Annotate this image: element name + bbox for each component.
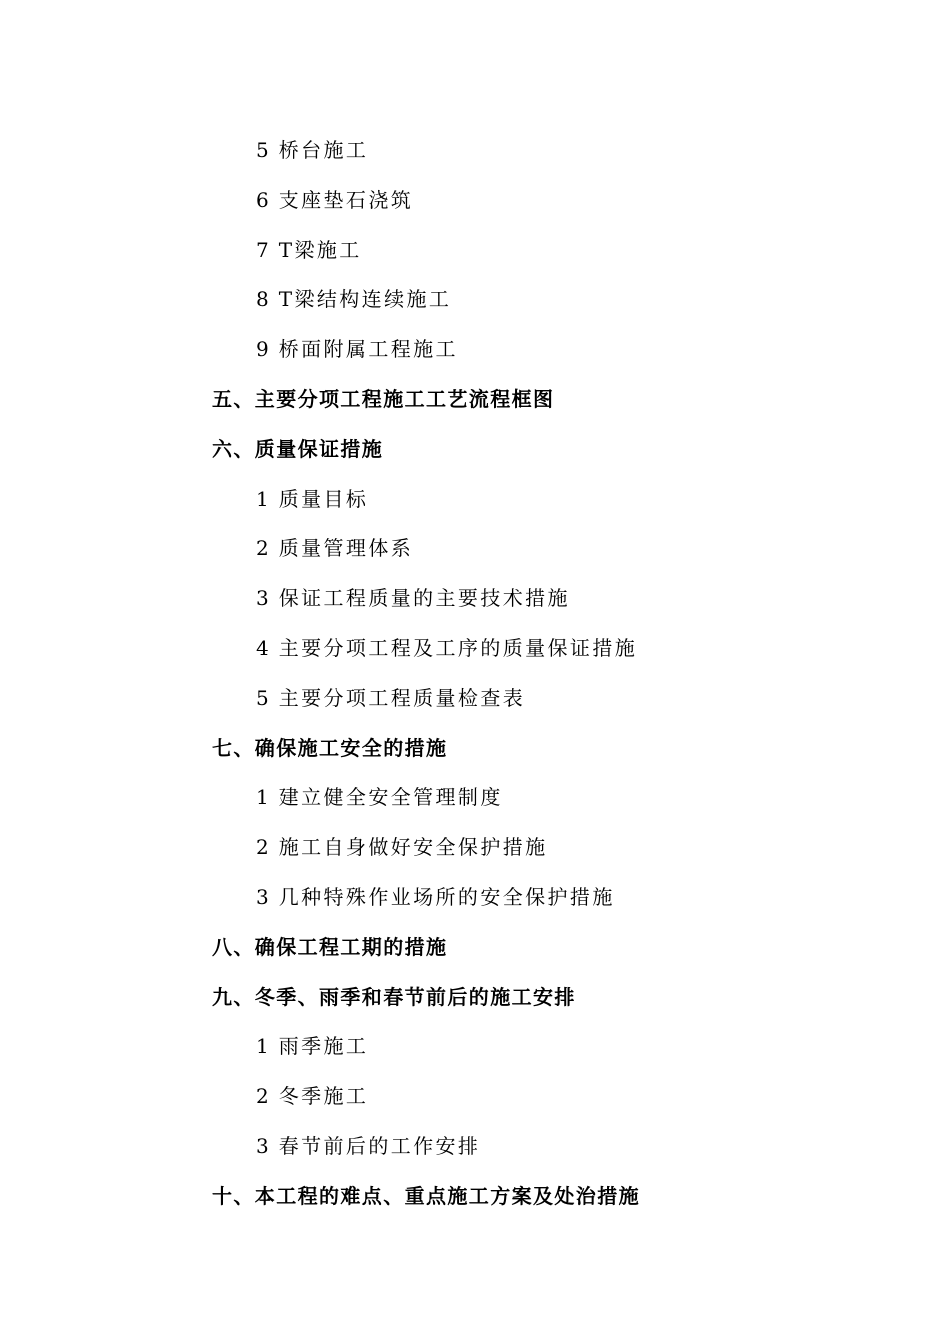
toc-section-heading (0, 921, 950, 971)
toc-entry-text: 雨季施工 (278, 1034, 369, 1059)
toc-entry (0, 273, 950, 323)
toc-entry-number: 3 (256, 586, 269, 611)
toc-entry (0, 124, 950, 174)
toc-entry-text: 春节前后的工作安排 (278, 1133, 481, 1158)
toc-entry (0, 473, 950, 523)
toc-entry-number: 3 (256, 884, 269, 909)
toc-entry-number: 1 (256, 1034, 269, 1059)
toc-entry-number: 5 (256, 138, 269, 162)
toc-entry-text: 施工自身做好安全保护措施 (278, 835, 548, 860)
toc-entry-number: 6 (256, 187, 269, 212)
toc-entry-text: T梁结构连续施工 (278, 287, 452, 312)
toc-entry-text: T梁施工 (278, 237, 362, 262)
toc-entry-text: 桥台施工 (278, 138, 369, 162)
toc-heading-text: 六、质量保证措施 (212, 436, 384, 461)
toc-entry (0, 224, 950, 274)
toc-section-heading (0, 722, 950, 772)
toc-section-heading (0, 971, 950, 1021)
toc-entry-number: 2 (256, 835, 269, 860)
toc-entry (0, 771, 950, 821)
toc-entry-text: 支座垫石浇筑 (278, 187, 414, 212)
toc-entry-number: 1 (256, 785, 269, 810)
toc-entry (0, 522, 950, 572)
toc-entry (0, 1070, 950, 1120)
toc-entry-number: 8 (256, 287, 269, 312)
toc-entry-number: 2 (256, 1084, 269, 1109)
toc-entry-text: 质量管理体系 (278, 536, 414, 561)
table-of-contents (0, 124, 950, 1220)
toc-entry (0, 871, 950, 921)
toc-entry-number: 4 (256, 635, 269, 660)
toc-entry-text: 几种特殊作业场所的安全保护措施 (278, 884, 615, 909)
toc-entry-text: 保证工程质量的主要技术措施 (278, 586, 570, 611)
toc-heading-text: 八、确保工程工期的措施 (212, 934, 448, 959)
toc-entry (0, 1020, 950, 1070)
toc-entry-number: 1 (256, 486, 269, 511)
toc-section-heading (0, 423, 950, 473)
toc-entry-text: 冬季施工 (278, 1084, 369, 1109)
toc-entry (0, 572, 950, 622)
toc-entry-number: 7 (256, 237, 269, 262)
toc-entry (0, 622, 950, 672)
toc-section-heading (0, 1170, 950, 1220)
toc-entry (0, 672, 950, 722)
toc-entry-number: 3 (256, 1133, 269, 1158)
toc-heading-text: 九、冬季、雨季和春节前后的施工安排 (212, 984, 576, 1009)
toc-entry-text: 质量目标 (278, 486, 369, 511)
toc-entry (0, 174, 950, 224)
toc-heading-text: 七、确保施工安全的措施 (212, 735, 448, 760)
toc-entry-text: 桥面附属工程施工 (278, 337, 458, 362)
toc-entry (0, 1120, 950, 1170)
toc-entry-number: 5 (256, 685, 269, 710)
toc-entry-number: 9 (256, 337, 269, 362)
toc-heading-text: 十、本工程的难点、重点施工方案及处治措施 (212, 1183, 640, 1208)
toc-entry-text: 主要分项工程及工序的质量保证措施 (278, 635, 638, 660)
toc-entry-text: 主要分项工程质量检查表 (278, 685, 526, 710)
toc-entry (0, 821, 950, 871)
toc-entry-number: 2 (256, 536, 269, 561)
toc-section-heading (0, 373, 950, 423)
toc-heading-text: 五、主要分项工程施工工艺流程框图 (212, 386, 555, 411)
toc-entry-text: 建立健全安全管理制度 (278, 785, 503, 810)
toc-entry (0, 323, 950, 373)
